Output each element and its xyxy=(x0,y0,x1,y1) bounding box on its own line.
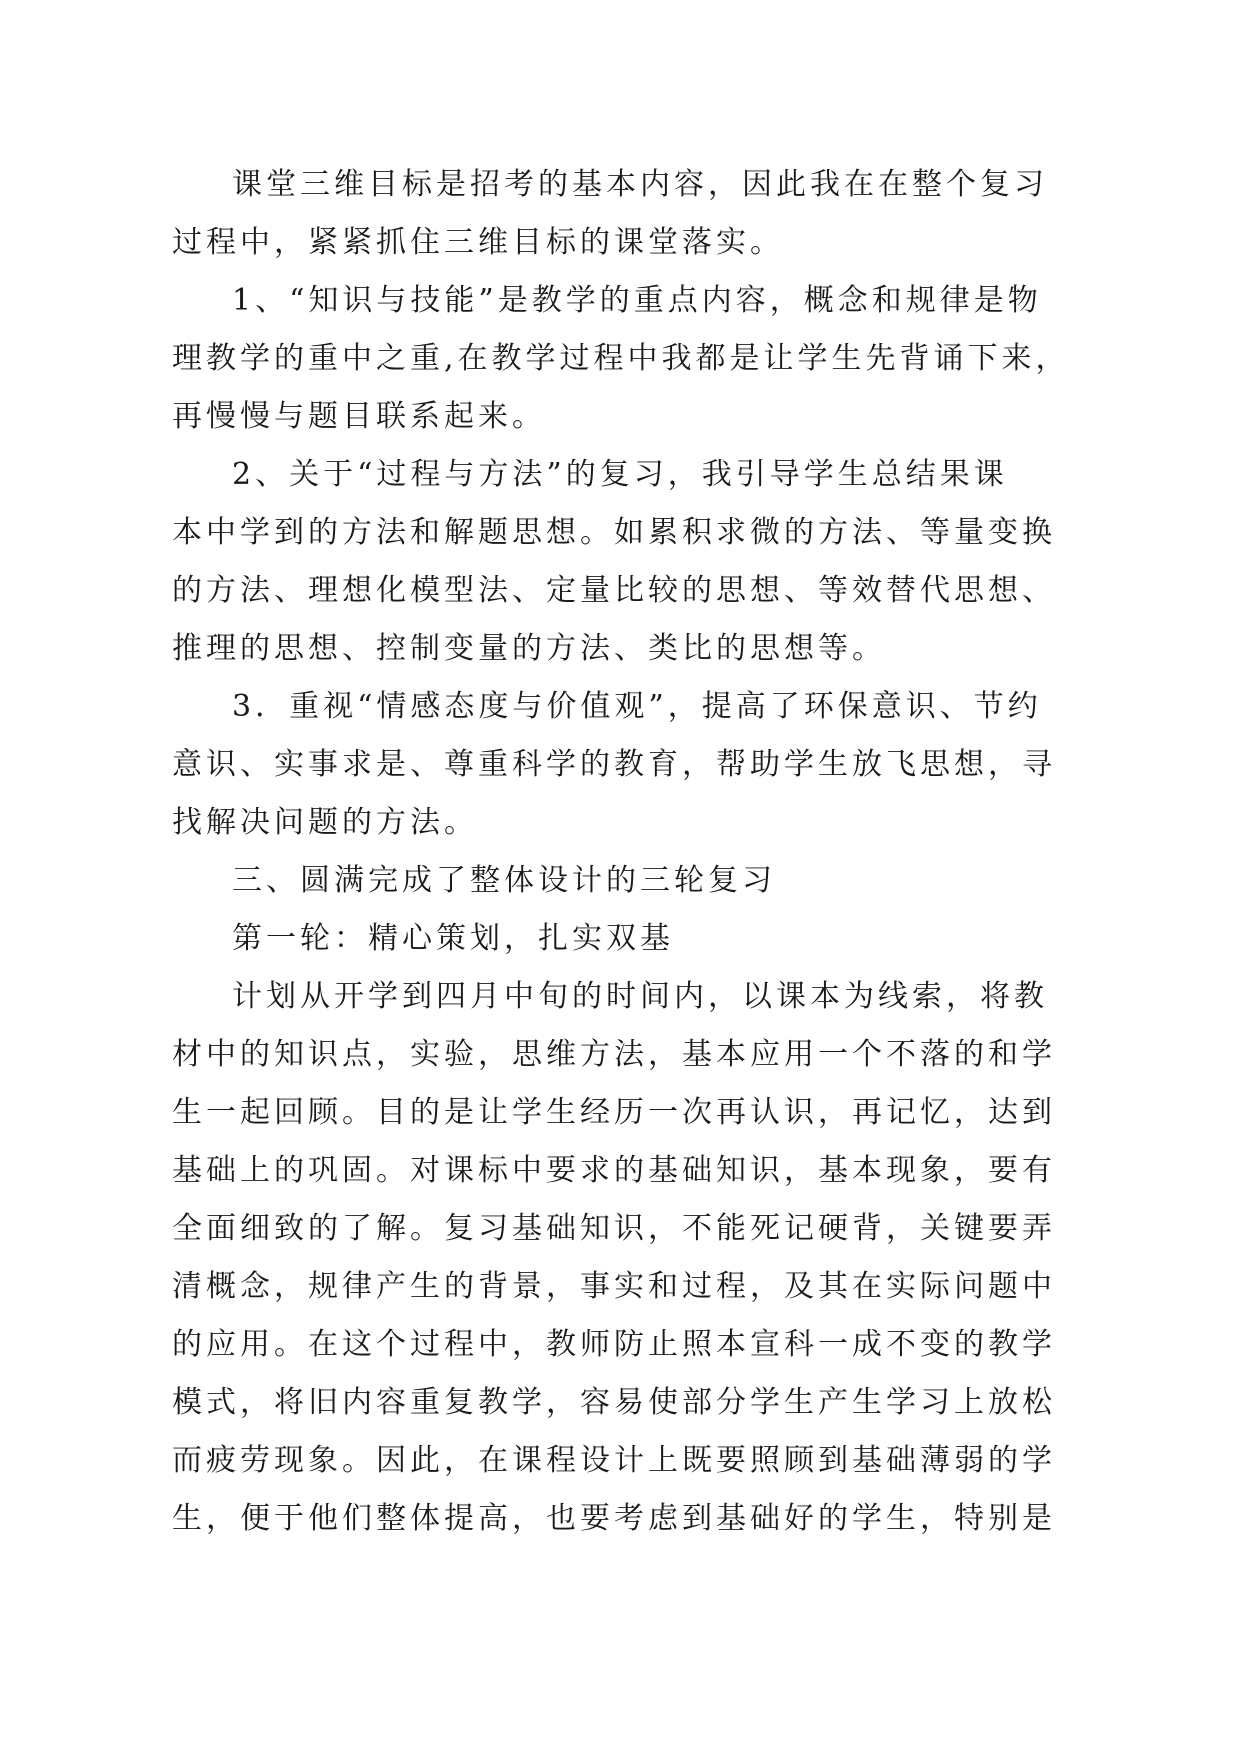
text-line: 推理的思想、控制变量的方法、类比的思想等。 xyxy=(172,631,886,666)
text-line: 的方法、理想化模型法、定量比较的思想、等效替代思想、 xyxy=(172,573,1056,608)
text-line: 找解决问题的方法。 xyxy=(172,805,478,840)
text-line: 2、关于“过程与方法”的复习，我引导学生总结果课 xyxy=(232,457,1008,492)
text-line: 意识、实事求是、尊重科学的教育，帮助学生放飞思想，寻 xyxy=(172,747,1056,782)
text-line: 而疲劳现象。因此，在课程设计上既要照顾到基础薄弱的学 xyxy=(172,1443,1056,1478)
text-line: 生一起回顾。目的是让学生经历一次再认识，再记忆，达到 xyxy=(172,1095,1056,1130)
text-line: 模式，将旧内容重复教学，容易使部分学生产生学习上放松 xyxy=(172,1385,1056,1420)
text-line: 的应用。在这个过程中，教师防止照本宣科一成不变的教学 xyxy=(172,1327,1056,1362)
section-heading: 三、圆满完成了整体设计的三轮复习 xyxy=(232,863,776,898)
text-line: 理教学的重中之重,在教学过程中我都是让学生先背诵下来， xyxy=(172,341,1070,376)
text-line: 材中的知识点，实验，思维方法，基本应用一个不落的和学 xyxy=(172,1037,1056,1072)
text-line: 1、“知识与技能”是教学的重点内容，概念和规律是物 xyxy=(232,283,1042,318)
text-line: 过程中，紧紧抓住三维目标的课堂落实。 xyxy=(172,225,784,260)
text-line: 清概念，规律产生的背景，事实和过程，及其在实际问题中 xyxy=(172,1269,1056,1304)
text-line: 课堂三维目标是招考的基本内容，因此我在在整个复习 xyxy=(232,167,1048,202)
text-line: 本中学到的方法和解题思想。如累积求微的方法、等量变换 xyxy=(172,515,1056,550)
text-line: 3．重视“情感态度与价值观”，提高了环保意识、节约 xyxy=(232,689,1042,724)
text-line: 全面细致的了解。复习基础知识，不能死记硬背，关键要弄 xyxy=(172,1211,1056,1246)
text-line: 再慢慢与题目联系起来。 xyxy=(172,399,546,434)
sub-heading: 第一轮：精心策划，扎实双基 xyxy=(232,921,674,956)
text-line: 计划从开学到四月中旬的时间内，以课本为线索，将教 xyxy=(232,979,1048,1014)
text-line: 基础上的巩固。对课标中要求的基础知识，基本现象，要有 xyxy=(172,1153,1056,1188)
text-line: 生，便于他们整体提高，也要考虑到基础好的学生，特别是 xyxy=(172,1501,1056,1536)
